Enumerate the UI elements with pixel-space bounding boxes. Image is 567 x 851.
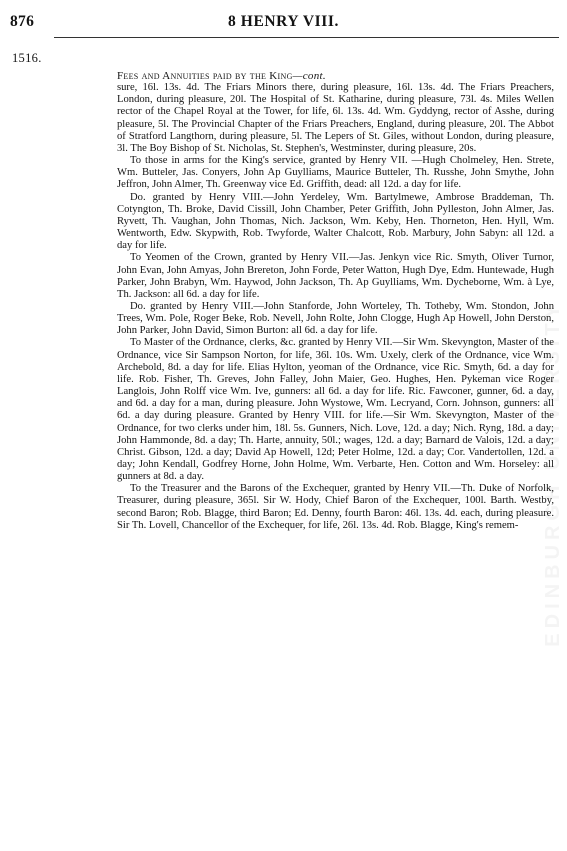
- paragraph: To the Treasurer and the Barons of the Exchequer, granted by Henry VII.—Th. Duke of Norfolk, Treasurer, during pleasure, 365l. Sir W. Hody, Chief Baron of the Exchequer, 100l. Barth. Westby, second Baron; Rob. Blagge, third Baron; Ed. Denny, fourth Baron: 46l. 13s. 4d. each, during pleasure. Sir Th. Lovell, Chancellor of the Exchequer, for life, 26l. 13s. 4d. Rob. Blagge, King's remem-: [117, 483, 554, 531]
- paragraph: To Yeomen of the Crown, granted by Henry VII.—Jas. Jenkyn vice Ric. Smyth, Oliver Turnor, John Evan, John Amyas, John Brereton, John Forde, Peter Watton, Hugh Dye, Edm. Huntewade, Hugh Parker, John Brabyn, Wm. Haywod, John Jackson, Th. Ap Guylliams, Wm. Dycheborne, Wm. à Lye, Th. Jackson: all 6d. a day for life.: [117, 252, 554, 300]
- paragraph: sure, 16l. 13s. 4d. The Friars Minors there, during pleasure, 16l. 13s. 4d. The Friars Preachers, London, during pleasure, 20l. The Hospital of St. Katharine, during pleasure, 73l. 4s. Miles Wellen rector of the Chapel Royal at the Tower, for life, 6l. 13s. 4d. Wm. Gyddyng, rector of Asshe, during pleasure, 5l. The Provincial Chapter of the Friars Preachers, England, during pleasure, 20l. The Abbot of Stratford Langthorn, during pleasure, 5l. The Lepers of St. Giles, without London, during pleasure, 3l. The Boy Bishop of St. Nicholas, St. Stephen's, Westminster, during pleasure, 20s.: [117, 82, 554, 154]
- section-heading: [117, 70, 554, 82]
- paragraph: To those in arms for the King's service, granted by Henry VII. —Hugh Cholmeley, Hen. Strete, Wm. Butteler, Jas. Conyers, John Ap Guylliams, Maurice Butteler, Th. Russhe, John Smythe, John Jeffron, John Almer, Th. Greenway vice Ed. Griffith, dead: all 12d. a day for life.: [117, 155, 554, 191]
- header-rule: [54, 37, 559, 38]
- running-title: 8 HENRY VIII.: [227, 13, 340, 30]
- page-header: [0, 0, 567, 40]
- library-watermark: EDINBURGH UNIVERSITY: [542, 300, 564, 647]
- section-title: Fees and Annuities paid by the King: [117, 70, 293, 82]
- paragraph: Do. granted by Henry VIII.—John Yerdeley, Wm. Bartylmewe, Ambrose Braddeman, Th. Cotyngton, Th. Broke, David Cissill, John Chamber, Peter Griffith, John Pylleston, John Almer, Jas. Ryvett, Th. Vaughan, John Thomas, Nich. Jackson, Wm. Keby, Hen. Thorneton, Hen. Hyll, Wm. Wentworth, Edw. Skypwith, Rob. Twyforde, Walter Chalcott, Rob. Marbury, John Sabyn: all 12d. a day for life.: [117, 191, 554, 252]
- page-number: 876: [10, 13, 35, 30]
- section-cont: —cont.: [292, 70, 326, 82]
- margin-year: 1516.: [12, 51, 42, 65]
- paragraph: Do. granted by Henry VIII.—John Stanforde, John Worteley, Th. Totheby, Wm. Stondon, John Trees, Wm. Pole, Roger Beke, Rob. Nevell, John Rolte, John Clogge, Hugh Ap Howell, John Derston, John Parker, John David, Simon Burton: all 6d. a day for life.: [117, 300, 554, 337]
- document-body: [117, 70, 554, 532]
- paragraph: To Master of the Ordnance, clerks, &c. granted by Henry VII.—Sir Wm. Skevyngton, Master of the Ordnance, vice Sir Sampson Norton, for life, 36l. 10s. Wm. Uxely, clerk of the Ordnance, vice Wm. Archebold, 8d. a day for life. Elias Hylton, yeoman of the Ordnance, vice Ric. Smyth, 6d. a day for life. Rob. Fisher, Th. Greves, John Falley, John Maier, Geo. Hughes, Hen. Pykeman vice Roger Langlois, John Rolff vice Wm. Ive, gunners: all 6d. a day for life. Ric. Fawconer, gunner, 6d. a day, and 6d. a day for a man, during pleasure. John Wystowe, Wm. Lecryand, Corn. Johnson, gunners: all 6d. a day during pleasure. Granted by Henry VIII. for life.—Sir Wm. Skevyngton, Master of the Ordnance, for two clerks under him, 18l. 5s. Gunners, Nich. Love, 12d. a day; Nich. Ryng, 18d. a day; John Hammonde, 8d. a day; Th. Harte, annuity, 50l.; wages, 12d. a day; Barnard de Valois, 12d. a day; Christ. Gibson, 12d. a day; David Ap Howell, 12d; Peter Holme, 12d. a day; Cor. Vandertollen, 12d. a day; John Kendall, Godfrey Horne, John Holme, Wm. Verbarte, Hen. Cotton and Wm. Horseley: all gunners at 8d. a day.: [117, 337, 554, 483]
